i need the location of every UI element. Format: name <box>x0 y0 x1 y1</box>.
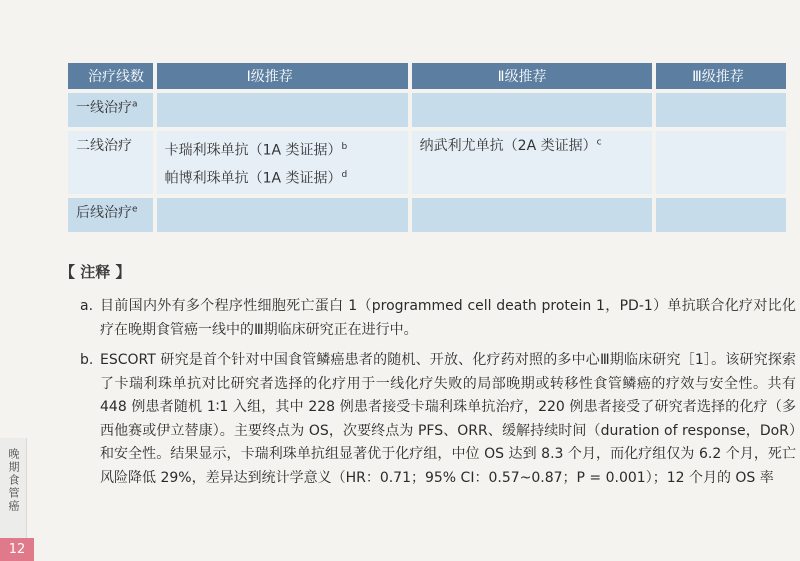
header-level3: Ⅲ级推荐 <box>656 63 786 89</box>
table-row <box>68 93 786 127</box>
line-cell: 二线治疗 <box>68 131 153 194</box>
level2-cell <box>412 93 652 127</box>
level1-cell <box>157 198 408 232</box>
level2-cell <box>412 198 652 232</box>
line-cell: 一线治疗$^a$ <box>68 93 153 127</box>
notes-heading: 【 注释 】 <box>60 263 131 281</box>
note-item <box>80 295 796 342</box>
notes-section <box>80 295 796 490</box>
header-level2: Ⅱ级推荐 <box>412 63 652 89</box>
note-item <box>80 349 796 490</box>
table-row <box>68 198 786 232</box>
drug-entry: 卡瑞利珠单抗（1A 类证据）$^b$ <box>164 142 348 159</box>
level1-cell <box>157 93 408 127</box>
drug-entry: 纳武利尤单抗（2A 类证据）$^c$ <box>419 137 602 154</box>
header-line: 治疗线数 <box>68 63 153 89</box>
note-text: 目前国内外有多个程序性细胞死亡蛋白 1（programmed cell death protein 1，PD-1）单抗联合化疗对比化疗在晚期食管癌一线中的Ⅲ期临床研究正在进行中。 <box>100 298 796 338</box>
level3-cell <box>656 198 786 232</box>
recommendation-table <box>64 59 790 236</box>
page-number: 12 <box>0 538 34 561</box>
note-label: b. <box>80 352 94 368</box>
line-cell: 后线治疗$^e$ <box>68 198 153 232</box>
table-row <box>68 131 786 194</box>
note-text: ESCORT 研究是首个针对中国食管鳞癌患者的随机、开放、化疗药对照的多中心Ⅲ期临床研究［1］。该研究探索了卡瑞利珠单抗对比研究者选择的化疗用于一线化疗失败的局部晚期或转移性食管鳞癌的疗效与安全性。共有 448 例患者随机 1∶1 入组，其中 228 例患者接受卡瑞利珠单抗治疗，220 例患者接受了研究者选择的化疗（多西他赛或伊立替康）。主要终点为 OS，次要终点为 PFS、ORR、缓解持续时间（duration of response，DoR）和安全性。结果显示，卡瑞利珠单抗组显著优于化疗组，中位 OS 达到 8.3 个月，而化疗组仅为 6.2 个月，死亡风险降低 29%，差异达到统计学意义（HR：0.71；95% CI：0.57~0.87；P = 0.001）；12 个月的 OS 率 <box>100 352 796 486</box>
chapter-label: 晚期食管癌 <box>7 448 20 513</box>
level2-cell <box>412 131 652 194</box>
level3-cell <box>656 131 786 194</box>
drug-entry: 帕博利珠单抗（1A 类证据）$^d$ <box>164 169 348 187</box>
level1-cell <box>157 131 408 194</box>
table-header-row <box>68 63 786 89</box>
level3-cell <box>656 93 786 127</box>
header-level1: Ⅰ级推荐 <box>157 63 408 89</box>
note-label: a. <box>80 298 94 314</box>
